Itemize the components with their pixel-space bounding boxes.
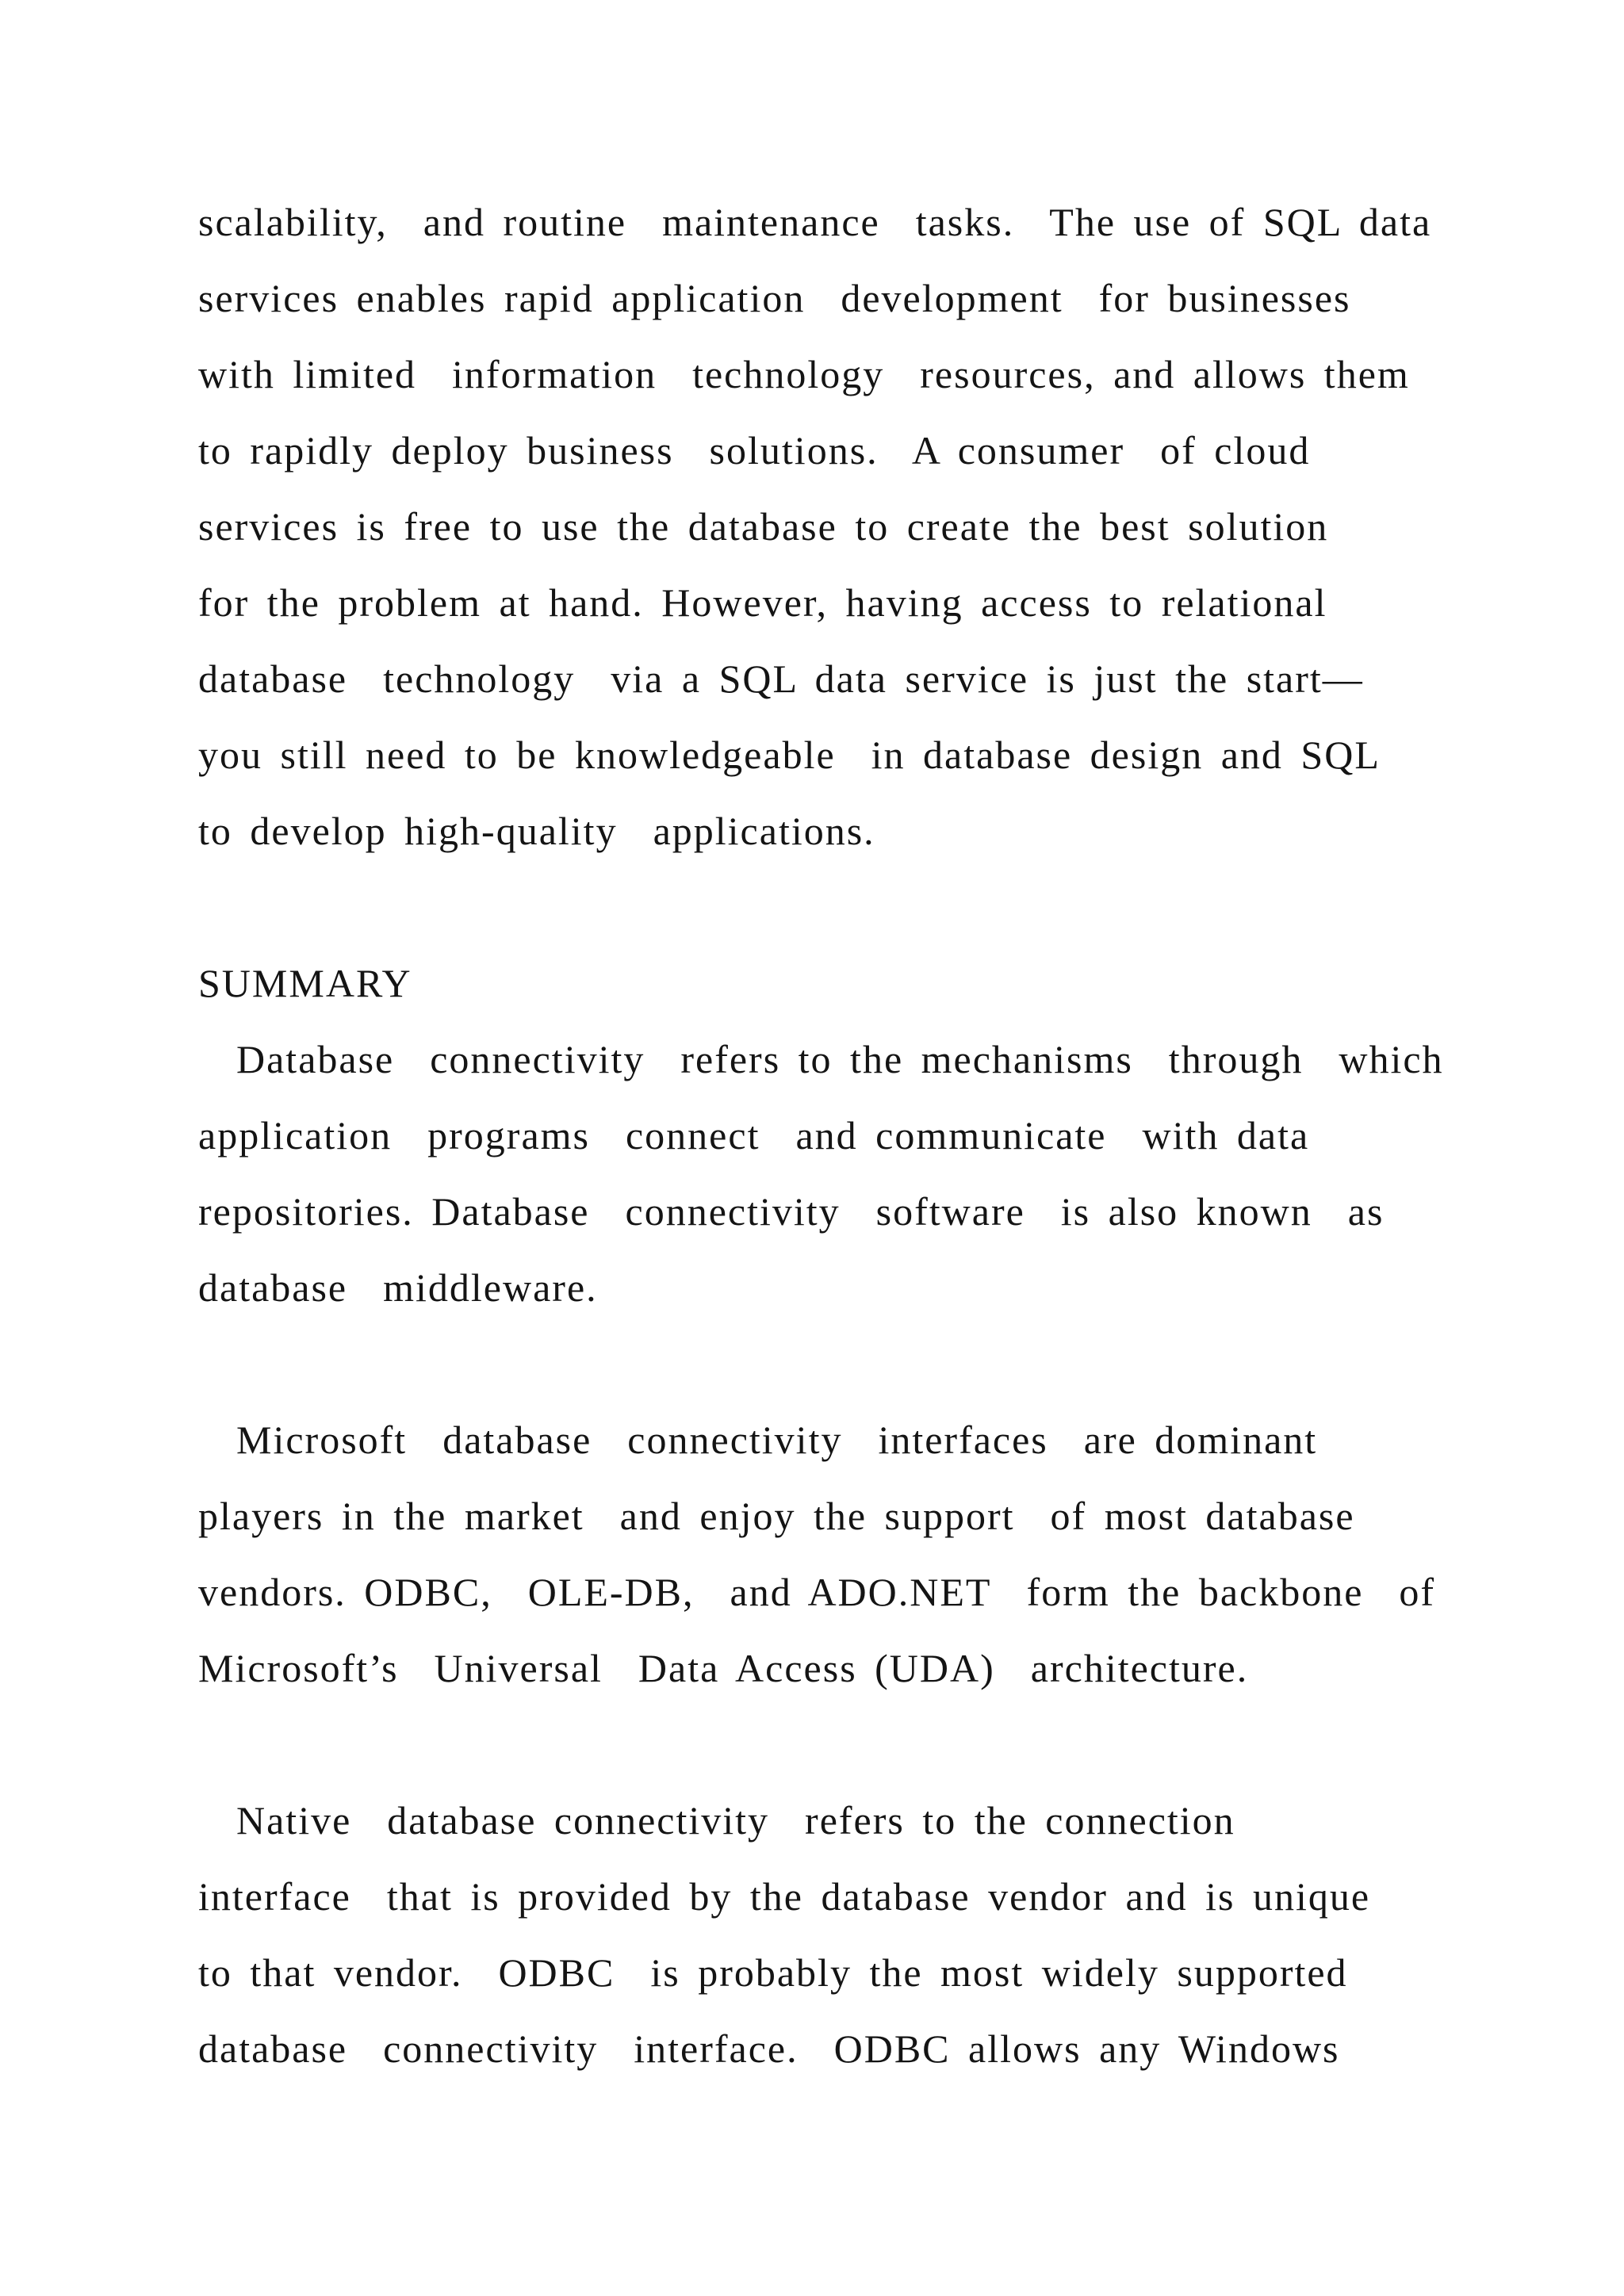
intro-line-7: database technology via a SQL data service is just the start— <box>198 656 1364 701</box>
p3-line-1: Native database connectivity refers to the connection <box>236 1798 1235 1843</box>
p2-line-4: Microsoft’s Universal Data Access (UDA) architecture. <box>198 1646 1249 1690</box>
intro-line-5: services is free to use the database to create the best solution <box>198 504 1329 549</box>
intro-line-3: with limited information technology resources, and allows them <box>198 352 1410 396</box>
p2-line-1: Microsoft database connectivity interfaces are dominant <box>236 1418 1318 1462</box>
intro-line-2: services enables rapid application development for businesses <box>198 276 1351 320</box>
intro-line-6: for the problem at hand. However, having access to relational <box>198 580 1327 625</box>
p3-line-2: interface that is provided by the database vendor and is unique <box>198 1874 1371 1919</box>
p2-line-2: players in the market and enjoy the support of most database <box>198 1494 1355 1538</box>
intro-line-1: scalability, and routine maintenance tasks. The use of SQL data <box>198 200 1432 244</box>
p1-line-1: Database connectivity refers to the mechanisms through which <box>236 1037 1444 1081</box>
summary-heading: SUMMARY <box>198 961 412 1005</box>
intro-line-8: you still need to be knowledgeable in database design and SQL <box>198 733 1381 777</box>
p1-line-3: repositories. Database connectivity software is also known as <box>198 1189 1385 1234</box>
p1-line-4: database middleware. <box>198 1265 598 1310</box>
p3-line-3: to that vendor. ODBC is probably the most widely supported <box>198 1950 1348 1995</box>
p2-line-3: vendors. ODBC, OLE-DB, and ADO.NET form the backbone of <box>198 1570 1436 1614</box>
p1-line-2: application programs connect and communicate with data <box>198 1113 1310 1158</box>
intro-line-4: to rapidly deploy business solutions. A consumer of cloud <box>198 428 1311 473</box>
p3-line-4: database connectivity interface. ODBC allows any Windows <box>198 2026 1340 2071</box>
intro-line-9: to develop high-quality applications. <box>198 809 875 853</box>
